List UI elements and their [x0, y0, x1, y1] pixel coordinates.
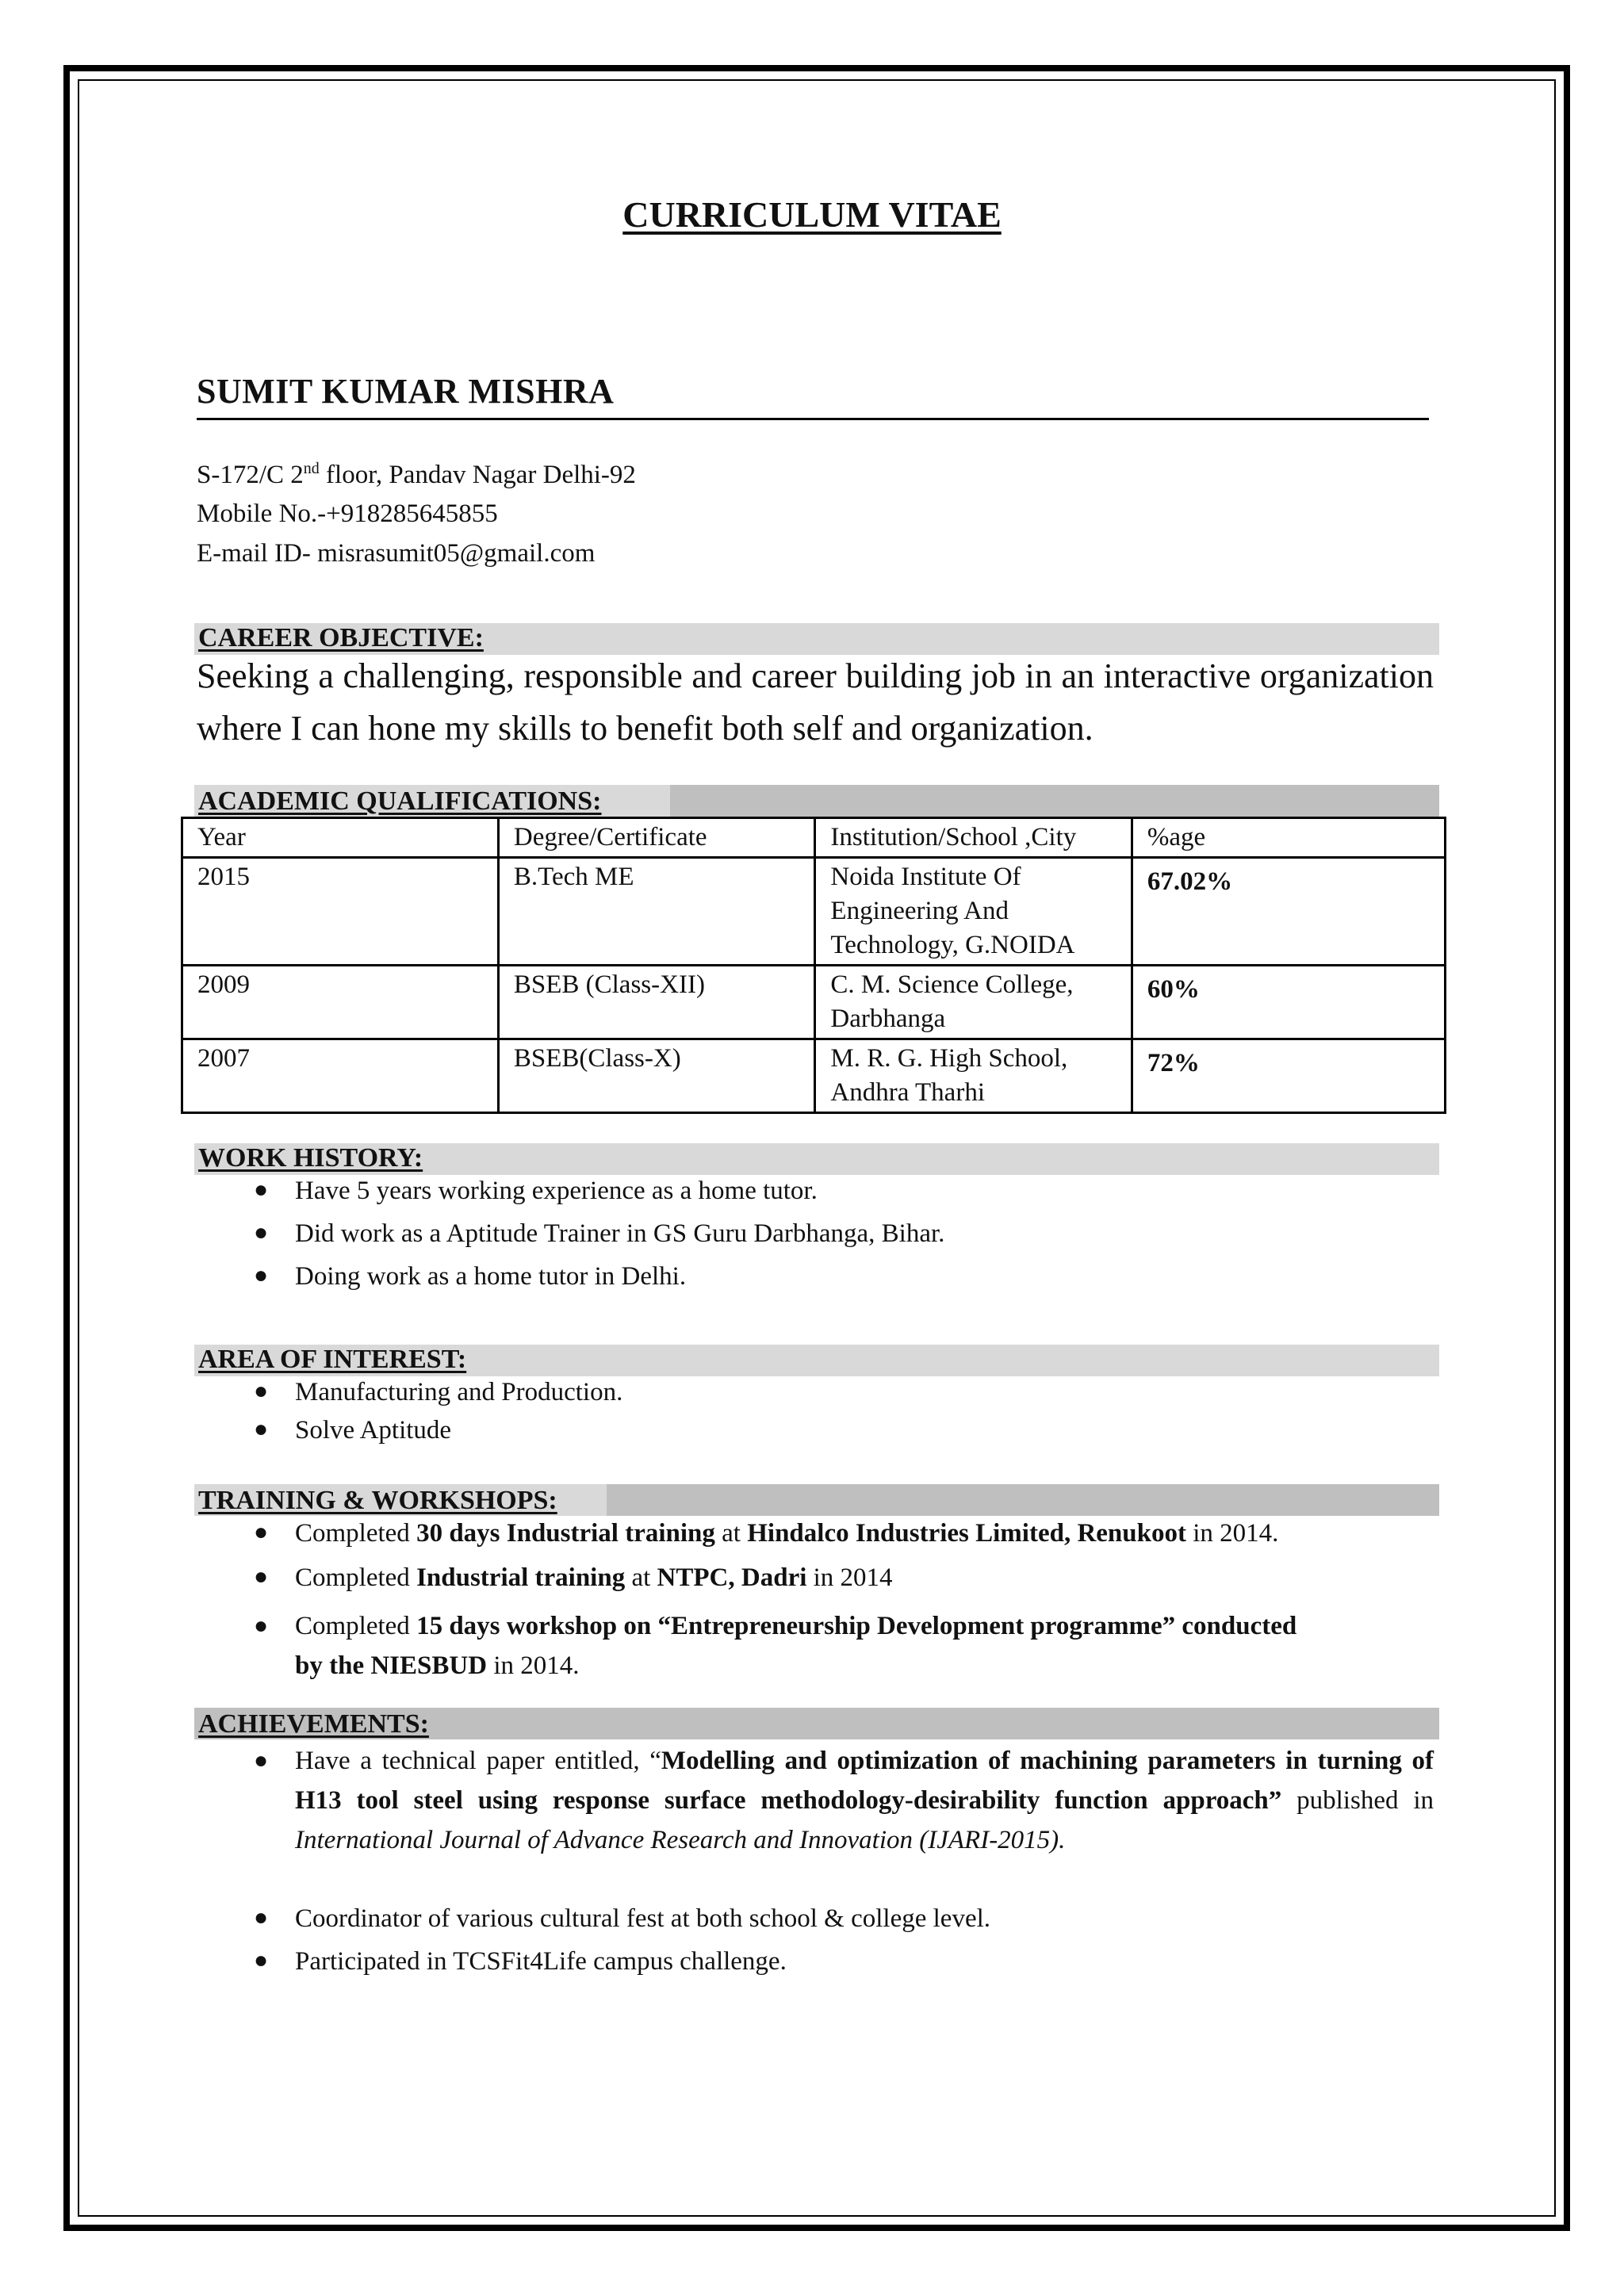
career-objective-heading: CAREER OBJECTIVE:: [198, 623, 484, 652]
cell-institution: M. R. G. High School, Andhra Tharhi: [815, 1039, 1132, 1113]
table-row: [182, 1039, 1446, 1113]
table-row: [182, 858, 1446, 966]
list-item: ● Have 5 years working experience as a home tutor.: [254, 1177, 818, 1205]
cell-percentage: 60%: [1132, 966, 1445, 1039]
list-item: ● Completed 30 days Industrial training at Hindalco Industries Limited, Renukoot in 2014.: [254, 1519, 1279, 1548]
header-institution: Institution/School ,City: [815, 818, 1132, 858]
bullet-icon: ●: [254, 1904, 269, 1931]
list-item: ● Participated in TCSFit4Life campus challenge.: [254, 1947, 787, 1976]
work-history-heading: WORK HISTORY:: [198, 1143, 423, 1173]
bullet-icon: ●: [254, 1563, 269, 1590]
bullet-icon: ●: [254, 1262, 269, 1288]
cell-degree: B.Tech ME: [498, 858, 815, 966]
list-item: ● Manufacturing and Production.: [254, 1378, 623, 1406]
list-item: ● Coordinator of various cultural fest at both school & college level.: [254, 1904, 991, 1933]
academic-heading: ACADEMIC QUALIFICATIONS:: [198, 786, 602, 816]
training-heading: TRAINING & WORKSHOPS:: [198, 1486, 557, 1515]
list-item: ● Doing work as a home tutor in Delhi.: [254, 1262, 687, 1291]
header-year: Year: [182, 818, 499, 858]
bullet-icon: ●: [254, 1947, 269, 1973]
bullet-icon: ●: [254, 1747, 269, 1774]
email-line: E-mail ID- misrasumit05@gmail.com: [197, 539, 596, 568]
cell-institution: C. M. Science College, Darbhanga: [815, 966, 1132, 1039]
list-item: ● Completed Industrial training at NTPC, Dadri in 2014: [254, 1563, 893, 1592]
bullet-icon: ●: [254, 1177, 269, 1203]
cell-degree: BSEB(Class-X): [498, 1039, 815, 1113]
interest-heading: AREA OF INTEREST:: [198, 1345, 467, 1374]
bullet-icon: ●: [254, 1378, 269, 1404]
name-underline: [197, 418, 1429, 420]
cell-year: 2009: [182, 966, 499, 1039]
header-percentage: %age: [1132, 818, 1445, 858]
bullet-icon: ●: [254, 1613, 269, 1639]
list-item: ● Did work as a Aptitude Trainer in GS Guru Darbhanga, Bihar.: [254, 1219, 945, 1248]
achievement-paper: ● Have a technical paper entitled, “Modelling and optimization of machining parameters in turning of H13 tool steel using response surface methodology-desirability function approach” published in International Journal of Advance Research and Innovation (IJARI-2015).: [295, 1741, 1434, 1860]
cell-year: 2007: [182, 1039, 499, 1113]
cell-degree: BSEB (Class-XII): [498, 966, 815, 1039]
career-objective-text: Seeking a challenging, responsible and career building job in an interactive organization where I can hone my skills to benefit both self and organization.: [197, 656, 1434, 748]
cell-percentage: 67.02%: [1132, 858, 1445, 966]
bullet-icon: ●: [254, 1219, 269, 1246]
cell-year: 2015: [182, 858, 499, 966]
candidate-name: SUMIT KUMAR MISHRA: [197, 372, 615, 411]
cell-percentage: 72%: [1132, 1039, 1445, 1113]
academic-table: [181, 817, 1446, 1114]
address-line: S-172/C 2nd floor, Pandav Nagar Delhi-92: [197, 460, 636, 489]
header-degree: Degree/Certificate: [498, 818, 815, 858]
cell-institution: Noida Institute Of Engineering And Technology, G.NOIDA: [815, 858, 1132, 966]
table-header-row: [182, 818, 1446, 858]
mobile-line: Mobile No.-+918285645855: [197, 499, 498, 528]
bullet-icon: ●: [254, 1519, 269, 1545]
list-item: ● Solve Aptitude: [254, 1416, 452, 1445]
achievements-heading: ACHIEVEMENTS:: [198, 1709, 429, 1739]
document-title: CURRICULUM VITAE: [622, 194, 1002, 235]
list-item: ● Completed 15 days workshop on “Entrepreneurship Development programme” conducted by the NIESBUD in 2014.: [295, 1606, 1326, 1686]
table-row: [182, 966, 1446, 1039]
bullet-icon: ●: [254, 1416, 269, 1442]
